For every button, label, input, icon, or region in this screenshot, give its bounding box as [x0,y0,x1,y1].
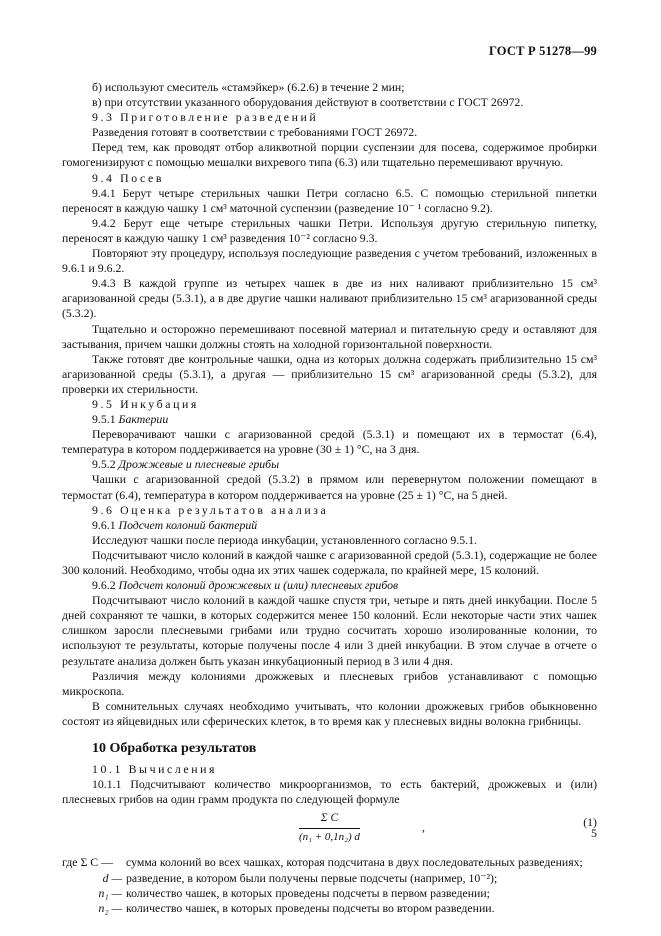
paragraph: Подсчитывают число колоний в каждой чашке с агаризованной средой (5.3.1), содержащие не более 300 колоний. Необходимо, чтобы одна их этих чашек содержала, по крайней мере, 15 колоний. [62,547,597,577]
paragraph: Чашки с агаризованной средой (5.3.2) в прямом или перевернутом положении помещают в термостат (6.4), температура в котором поддерживается на уровне (25 ± 1) °С, на 5 дней. [62,472,597,502]
formula-legend [62,855,597,916]
subsection-heading: 9.6 Оценка результатов анализа [92,502,329,517]
formula-denominator: (n₁ + 0,1n₂) d [299,830,360,843]
paragraph: 10.1.1 Подсчитывают количество микроорганизмов, то есть бактерий, дрожжевых и (или) плесневых грибов на один грамм продукта по следующей формуле [62,777,597,807]
paragraph: Перед тем, как проводят отбор аликвотной порции суспензии для посева, содержимое пробирки гомогенизируют с помощью мешалки вихревого типа (6.3) или тщательно перемешивают вручную. [62,140,597,170]
subsection-heading: 9.4 Посев [92,170,164,185]
formula-numerator: Σ C [299,811,360,828]
formula-fraction [299,811,360,844]
equation-number: (1) [583,815,597,830]
paragraph: Переворачивают чашки с агаризованной средой (5.3.1) и помещают их в термостат (6.4), температура в котором поддерживается на уровне (30 ± 1) °С, на 3 дня. [62,427,597,457]
subsection-heading: 10.1 Вычисления [92,762,218,777]
section-heading: 10 Обработка результатов [92,741,257,757]
paragraph: В сомнительных случаях необходимо учитывать, что колонии дрожжевых грибов обыкновенно состоят из яйцевидных или сферических клеток, в то время как у плесневых видны волокна грибницы. [62,698,597,728]
paragraph: в) при отсутствии указанного оборудования действуют в соответствии с ГОСТ 26972. [92,95,524,110]
document-body [62,80,597,917]
formula-comma: , [422,820,425,835]
document-header: ГОСТ Р 51278—99 [488,44,597,58]
legend-row [62,901,597,916]
legend-symbol: n₁ — [98,886,122,900]
paragraph: 9.4.2 Берут еще четыре стерильных чашки Петри. Используя другую стерильную пипетку, переносят в каждую чашку 1 см³ разведения 10⁻² согласно 9.3. [62,215,597,245]
clause-number: 9.6.2 [92,578,116,593]
paragraph: Различия между колониями дрожжевых и плесневых грибов устанавливают с помощью микроскопа. [62,668,597,698]
legend-text: разведение, в котором были получены первые подсчеты (например, 10⁻²); [126,870,498,885]
clause-number: 9.5.2 [92,457,116,472]
paragraph: б) используют смеситель «стамэйкер» (6.2.6) в течение 2 мин; [92,80,405,94]
legend-symbol: где Σ C — [62,855,113,870]
paragraph: 9.4.3 В каждой группе из четырех чашек в две из них наливают приблизительно 15 см³ агаризованной среды (5.3.1), а в две другие чашки наливают приблизительно 15 см³ агаризованной среды (5.3.2). [62,276,597,321]
formula [62,809,597,847]
paragraph: 9.4.1 Берут четыре стерильных чашки Петри согласно 6.5. С помощью стерильной пипетки переносят в каждую чашку 1 см³ маточной суспензии (разведение 10⁻ ¹ согласно 9.2). [62,185,597,215]
page-number: 5 [591,826,597,840]
paragraph: Подсчитывают число колоний в каждой чашке спустя три, четыре и пять дней инкубации. После 5 дней сохраняют те чашки, в которых содержится менее 150 колоний. Если некоторые части этих чашек слишком заросли плесневыми грибами или трудно сосчитать хорошо изолированные колонии, то используют те результаты, которые получены после 4 или 3 дней инкубации. В этом случае в отчете о результате анализа должен быть указан инкубационный период в 3 или 4 дня. [62,593,597,668]
paragraph: Тщательно и осторожно перемешивают посевной материал и питательную среду и оставляют для застывания, причем чашки должны стоять на холодной горизонтальной поверхности. [62,321,597,351]
subsection-heading: 9.5 Инкубация [92,396,199,411]
clause-title: Бактерии [118,412,169,427]
clause-title: Дрожжевые и плесневые грибы [118,457,280,472]
clause-title: Подсчет колоний бактерий [118,517,258,532]
legend-row [62,871,597,886]
paragraph: Разведения готовят в соответствии с требованиями ГОСТ 26972. [92,125,418,140]
clause-heading [62,578,597,593]
legend-row [62,855,597,870]
legend-text: количество чашек, в которых проведены подсчеты во втором разведении. [126,901,495,916]
subsection-heading: 9.3 Приготовление разведений [92,110,319,125]
paragraph: Исследуют чашки после периода инкубации, установленного согласно 9.5.1. [92,532,477,547]
paragraph: Также готовят две контрольные чашки, одна из которых должна содержать приблизительно 15 см³ агаризованной среды (5.3.1), а другая — приблизительно 15 см³ агаризованной среды (5.3.2), для проверки их стерильности. [62,351,597,396]
legend-symbol: n₂ — [98,901,122,916]
clause-heading [62,457,597,472]
clause-heading [62,518,597,533]
clause-number: 9.5.1 [92,412,116,427]
clause-title: Подсчет колоний дрожжевых и (или) плесневых грибов [118,578,399,593]
legend-row [62,886,597,901]
legend-text: количество чашек, в которых проведены подсчеты в первом разведении; [126,886,490,900]
clause-number: 9.6.1 [92,517,116,532]
paragraph: Повторяют эту процедуру, используя последующие разведения с учетом требований, изложенных в 9.6.1 и 9.6.2. [62,246,597,276]
legend-text: сумма колоний во всех чашках, которая подсчитана в двух последовательных разведениях; [126,855,583,870]
clause-heading [62,412,597,427]
legend-symbol: d — [102,870,122,885]
